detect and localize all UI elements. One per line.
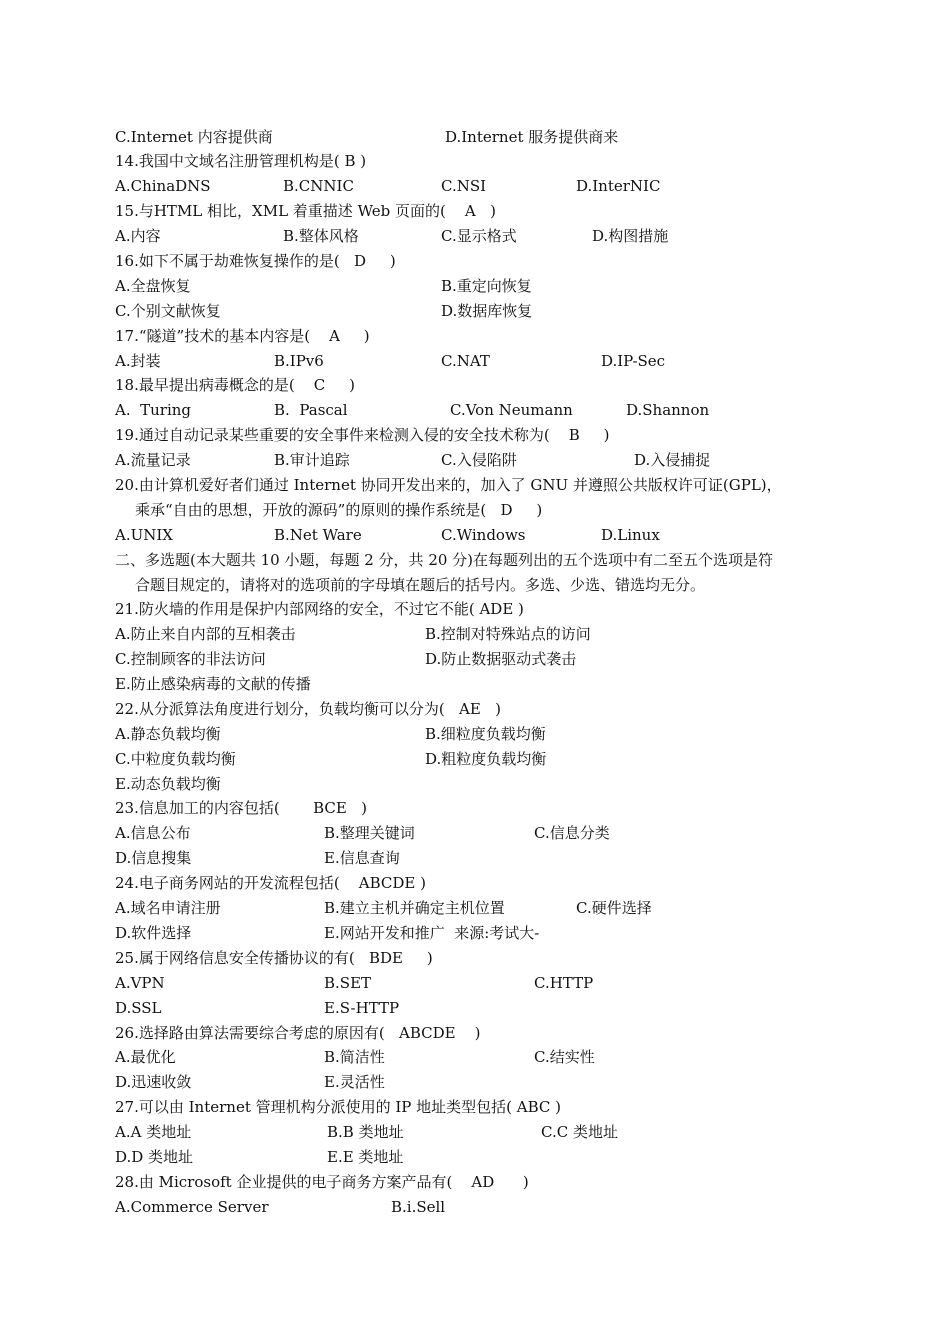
- text-line: [0, 149, 950, 174]
- text-line: [0, 971, 950, 996]
- text-segment: 17.“隧道”技术的基本内容是( A ): [115, 327, 370, 345]
- text-line: [0, 597, 950, 622]
- text-segment: 21.防火墙的作用是保护内部网络的安全，不过它不能( ADE ): [115, 600, 524, 618]
- text-segment: A.全盘恢复: [115, 277, 191, 295]
- text-segment: C.NAT: [441, 352, 490, 370]
- text-segment: D.构图措施: [592, 227, 669, 245]
- text-line: [0, 448, 950, 473]
- text-line: [0, 373, 950, 398]
- text-line: [0, 398, 950, 423]
- text-segment: A.Commerce Server: [115, 1198, 269, 1216]
- text-segment: D.Internet 服务提供商来: [445, 128, 619, 146]
- text-line: [0, 498, 950, 523]
- text-line: [0, 224, 950, 249]
- text-segment: D.D 类地址: [115, 1148, 194, 1166]
- text-segment: A.域名申请注册: [115, 899, 221, 917]
- text-segment: C.NSI: [441, 177, 487, 195]
- text-segment: C.结实性: [534, 1048, 595, 1066]
- text-line: [0, 896, 950, 921]
- text-segment: B.Net Ware: [274, 526, 362, 544]
- text-segment: B.简洁性: [324, 1048, 385, 1066]
- text-segment: C.信息分类: [534, 824, 610, 842]
- text-segment: 19.通过自动记录某些重要的安全事件来检测入侵的安全技术称为( B ): [115, 426, 610, 444]
- text-line: [0, 1195, 950, 1220]
- text-segment: D.IP-Sec: [601, 352, 666, 370]
- text-segment: D.防止数据驱动式袭击: [425, 650, 577, 668]
- text-segment: D.入侵捕捉: [634, 451, 711, 469]
- text-line: [0, 548, 950, 573]
- text-line: [0, 796, 950, 821]
- text-line: [0, 697, 950, 722]
- text-segment: D.信息搜集: [115, 849, 192, 867]
- text-segment: A.静态负载均衡: [115, 725, 221, 743]
- text-segment: A.UNIX: [115, 526, 173, 544]
- text-segment: C.控制顾客的非法访问: [115, 650, 266, 668]
- text-line: [0, 523, 950, 548]
- text-line: [0, 946, 950, 971]
- text-segment: C.入侵陷阱: [441, 451, 517, 469]
- text-line: [0, 821, 950, 846]
- text-segment: B.SET: [324, 974, 372, 992]
- text-line: [0, 1095, 950, 1120]
- text-line: [0, 921, 950, 946]
- text-line: [0, 125, 950, 150]
- text-segment: C.中粒度负载均衡: [115, 750, 236, 768]
- text-line: [0, 747, 950, 772]
- text-segment: A.封装: [115, 352, 161, 370]
- text-segment: 25.属于网络信息安全传播协议的有( BDE ): [115, 949, 433, 967]
- text-segment: 27.可以由 Internet 管理机构分派使用的 IP 地址类型包括( ABC ): [115, 1098, 562, 1116]
- text-segment: E.E 类地址: [327, 1148, 404, 1166]
- text-segment: 15.与HTML 相比，XML 着重描述 Web 页面的( A ): [115, 202, 496, 220]
- text-segment: A.VPN: [115, 974, 165, 992]
- text-segment: E.灵活性: [324, 1073, 385, 1091]
- text-line: [0, 349, 950, 374]
- text-segment: C.显示格式: [441, 227, 517, 245]
- text-segment: B.CNNIC: [283, 177, 354, 195]
- text-line: [0, 622, 950, 647]
- text-segment: B.建立主机并确定主机位置: [324, 899, 505, 917]
- text-segment: D.软件选择: [115, 924, 192, 942]
- text-segment: A.ChinaDNS: [115, 177, 211, 195]
- text-segment: A.防止来自内部的互相袭击: [115, 625, 296, 643]
- text-segment: E.防止感染病毒的文献的传播: [115, 675, 311, 693]
- text-segment: D.Shannon: [626, 401, 710, 419]
- text-segment: A.最优化: [115, 1048, 176, 1066]
- text-segment: E.S-HTTP: [324, 999, 400, 1017]
- text-segment: 23.信息加工的内容包括( BCE ): [115, 799, 367, 817]
- text-line: [0, 672, 950, 697]
- text-segment: A. Turing: [115, 401, 192, 419]
- text-segment: C.硬件选择: [576, 899, 652, 917]
- text-line: [0, 871, 950, 896]
- text-segment: 14.我国中文域名注册管理机构是( B ): [115, 152, 367, 170]
- text-segment: C.C 类地址: [541, 1123, 618, 1141]
- text-line: [0, 573, 950, 598]
- text-segment: B.B 类地址: [327, 1123, 404, 1141]
- text-segment: B.整体风格: [283, 227, 359, 245]
- text-line: [0, 174, 950, 199]
- text-segment: A.内容: [115, 227, 161, 245]
- text-line: [0, 647, 950, 672]
- text-segment: 20.由计算机爱好者们通过 Internet 协同开发出来的，加入了 GNU 并遵照公共版权许可证(GPL)，: [115, 476, 782, 494]
- text-segment: D.数据库恢复: [441, 302, 533, 320]
- text-line: [0, 1120, 950, 1145]
- text-segment: 28.由 Microsoft 企业提供的电子商务方案产品有( AD ): [115, 1173, 529, 1191]
- text-segment: 24.电子商务网站的开发流程包括( ABCDE ): [115, 874, 426, 892]
- text-segment: 乘承“自由的思想，开放的源码”的原则的操作系统是( D ): [135, 501, 543, 519]
- text-segment: 16.如下不属于劫难恢复操作的是( D ): [115, 252, 396, 270]
- text-line: [0, 1045, 950, 1070]
- text-segment: D.Linux: [601, 526, 660, 544]
- text-segment: D.InterNIC: [576, 177, 661, 195]
- text-segment: 18.最早提出病毒概念的是( C ): [115, 376, 355, 394]
- text-segment: C.HTTP: [534, 974, 594, 992]
- text-line: [0, 772, 950, 797]
- text-segment: A.信息公布: [115, 824, 191, 842]
- text-segment: 26.选择路由算法需要综合考虑的原因有( ABCDE ): [115, 1024, 481, 1042]
- text-segment: B.整理关键词: [324, 824, 415, 842]
- text-line: [0, 1145, 950, 1170]
- text-line: [0, 199, 950, 224]
- text-segment: C.个别文献恢复: [115, 302, 221, 320]
- text-segment: 22.从分派算法角度进行划分，负载均衡可以分为( AE ): [115, 700, 501, 718]
- text-line: [0, 1021, 950, 1046]
- text-segment: B.i.Sell: [391, 1198, 446, 1216]
- text-segment: E.信息查询: [324, 849, 400, 867]
- text-segment: B. Pascal: [274, 401, 348, 419]
- text-segment: B.细粒度负载均衡: [425, 725, 546, 743]
- text-segment: C.Von Neumann: [450, 401, 573, 419]
- text-line: [0, 722, 950, 747]
- text-segment: B.IPv6: [274, 352, 324, 370]
- text-segment: D.SSL: [115, 999, 162, 1017]
- text-segment: D.迅速收敛: [115, 1073, 192, 1091]
- text-segment: C.Windows: [441, 526, 526, 544]
- text-line: [0, 249, 950, 274]
- text-segment: B.审计追踪: [274, 451, 350, 469]
- text-segment: E.网站开发和推广 来源:考试大-: [324, 924, 540, 942]
- text-line: [0, 423, 950, 448]
- text-line: [0, 996, 950, 1021]
- text-line: [0, 324, 950, 349]
- text-line: [0, 274, 950, 299]
- text-line: [0, 299, 950, 324]
- text-segment: E.动态负载均衡: [115, 775, 221, 793]
- text-segment: B.重定向恢复: [441, 277, 532, 295]
- text-line: [0, 1070, 950, 1095]
- text-segment: 二、多选题(本大题共 10 小题，每题 2 分，共 20 分)在每题列出的五个选项中有二至五个选项是符: [115, 551, 774, 569]
- text-segment: D.粗粒度负载均衡: [425, 750, 547, 768]
- text-segment: A.A 类地址: [115, 1123, 192, 1141]
- text-line: [0, 846, 950, 871]
- text-segment: C.Internet 内容提供商: [115, 128, 273, 146]
- text-segment: 合题目规定的，请将对的选项前的字母填在题后的括号内。多选、少选、错选均无分。: [135, 576, 706, 594]
- text-line: [0, 473, 950, 498]
- text-line: [0, 1170, 950, 1195]
- text-segment: B.控制对特殊站点的访问: [425, 625, 591, 643]
- text-segment: A.流量记录: [115, 451, 191, 469]
